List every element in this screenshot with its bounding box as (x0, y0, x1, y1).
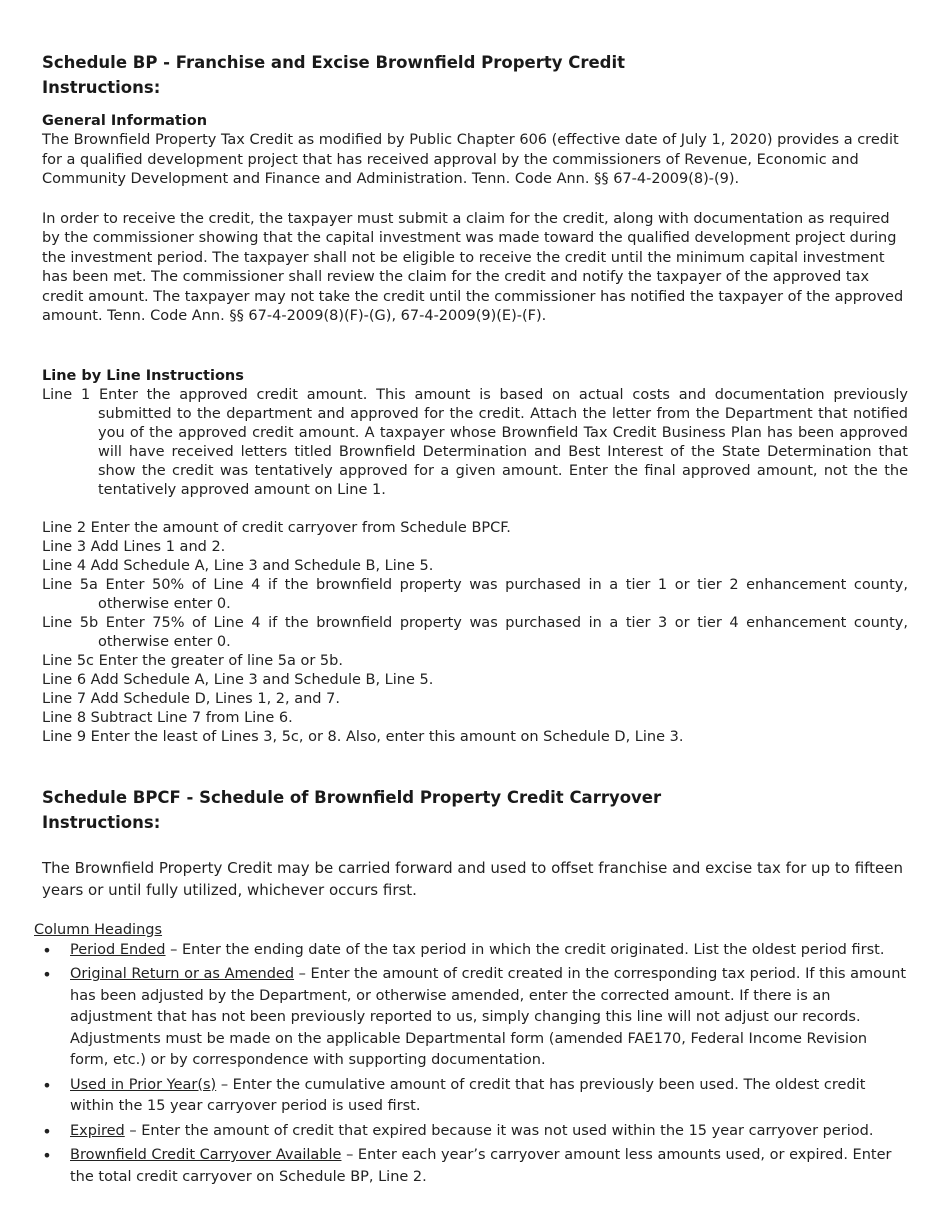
schedule-bpcf-title: Schedule BPCF - Schedule of Brownfield Property Credit Carryover (42, 787, 662, 807)
bpcf-intro-paragraph: The Brownfield Property Credit may be carried forward and used to offset franchise and excise tax for up to fifteen years or until fully utilized, whichever occurs first. (42, 858, 904, 899)
list-item (42, 940, 908, 962)
line-5a-instruction: Line 5a Enter 50% of Line 4 if the brownfield property was purchased in a tier 1 or tier 2 enhancement county, otherwise enter 0. (42, 576, 908, 612)
column-term-used-in-prior-years: Used in Prior Year(s) (70, 1076, 217, 1093)
general-information-paragraph-1: The Brownfield Property Tax Credit as modified by Public Chapter 606 (effective date of July 1, 2020) provides a credit for a qualified development project that has received approval by the commissioners of Revenue, Economic and Community Development and Finance and Administration. Tenn. Code Ann. §§ 67-4-2009(8)-(9). (42, 132, 899, 187)
line-2-instruction: Line 2 Enter the amount of credit carryover from Schedule BPCF. (42, 519, 511, 536)
bullet-icon: • (42, 1121, 52, 1141)
document-page (34, 50, 908, 1191)
column-term-period-ended: Period Ended (70, 941, 166, 958)
schedule-bp-instructions-label: Instructions: (42, 78, 161, 97)
line-5b-instruction: Line 5b Enter 75% of Line 4 if the brownfield property was purchased in a tier 3 or tier 4 enhancement county, otherwise enter 0. (42, 614, 908, 650)
line-by-line-heading: Line by Line Instructions (42, 367, 244, 384)
line-instructions-list (42, 519, 908, 747)
list-item (42, 1075, 908, 1118)
line-3-instruction: Line 3 Add Lines 1 and 2. (42, 538, 226, 555)
general-information-paragraph-2: In order to receive the credit, the taxpayer must submit a claim for the credit, along with documentation as required by the commissioner showing that the capital investment was made toward the qualified development project during the investment period. The taxpayer shall not be eligible to receive the credit until the minimum capital investment has been met. The commissioner shall review the claim for the credit and notify the taxpayer of the approved tax credit amount. The taxpayer may not take the credit until the commissioner has notified the taxpayer of the approved amount. Tenn. Code Ann. §§ 67-4-2009(8)(F)-(G), 67-4-2009(9)(E)-(F). (42, 210, 904, 324)
column-term-original-return: Original Return or as Amended (70, 966, 295, 982)
column-description: – Enter the cumulative amount of credit that has previously been used. The oldest credit within the 15 year carryover period is used first. (70, 1076, 866, 1114)
bullet-icon: • (42, 1075, 52, 1095)
schedule-bpcf-instructions-label: Instructions: (42, 812, 161, 832)
column-description: – Enter the amount of credit that expired because it was not used within the 15 year carryover period. (124, 1122, 874, 1139)
list-item (42, 1121, 908, 1143)
line-5c-instruction: Line 5c Enter the greater of line 5a or 5b. (42, 652, 343, 669)
line-6-instruction: Line 6 Add Schedule A, Line 3 and Schedule B, Line 5. (42, 671, 434, 688)
column-headings-label: Column Headings (34, 921, 163, 938)
list-item (42, 964, 908, 1072)
bullet-icon: • (42, 940, 52, 960)
list-item (42, 1145, 908, 1188)
column-term-expired: Expired (70, 1122, 125, 1139)
column-description: – Enter the ending date of the tax period in which the credit originated. List the oldest period first. (165, 941, 885, 958)
column-description: – Enter each year’s carryover amount less amounts used, or expired. Enter the total credit carryover on Schedule BP, Line 2. (70, 1147, 892, 1185)
schedule-bp-title: Schedule BP - Franchise and Excise Brownfield Property Credit (42, 53, 626, 72)
bullet-icon: • (42, 965, 52, 984)
line-1-instruction: Line 1 Enter the approved credit amount. This amount is based on actual costs and documentation previously submitted to the department and approved for the credit. Attach the letter from the Department that notified you of the approved credit amount. A taxpayer whose Brownfield Tax Credit Business Plan has been approved will have received letters titled Brownfield Determination and Best Interest of the State Determination that show the credit was tentatively approved for a given amount. Enter the final approved amount, not the the tentatively approved amount on Line 1. (42, 386, 908, 498)
column-term-carryover-available: Brownfield Credit Carryover Available (70, 1147, 342, 1163)
column-headings-list (42, 940, 908, 1189)
general-information-heading: General Information (42, 113, 208, 129)
line-7-instruction: Line 7 Add Schedule D, Lines 1, 2, and 7. (42, 690, 340, 707)
column-description: – Enter the amount of credit created in the corresponding tax period. If this amount has been adjusted by the Department, or otherwise amended, enter the corrected amount. If there is an adjustment that has not been previously reported to us, simply changing this line will not adjust our records. Adjustments must be made on the applicable Departmental form (amended FAE170, Federal Income Revision form, etc.) or by correspondence with supporting documentation. (70, 966, 907, 1068)
bullet-icon: • (42, 1146, 52, 1165)
line-8-instruction: Line 8 Subtract Line 7 from Line 6. (42, 709, 293, 726)
line-9-instruction: Line 9 Enter the least of Lines 3, 5c, or 8. Also, enter this amount on Schedule D, Line 3. (42, 728, 684, 745)
line-4-instruction: Line 4 Add Schedule A, Line 3 and Schedule B, Line 5. (42, 557, 434, 574)
